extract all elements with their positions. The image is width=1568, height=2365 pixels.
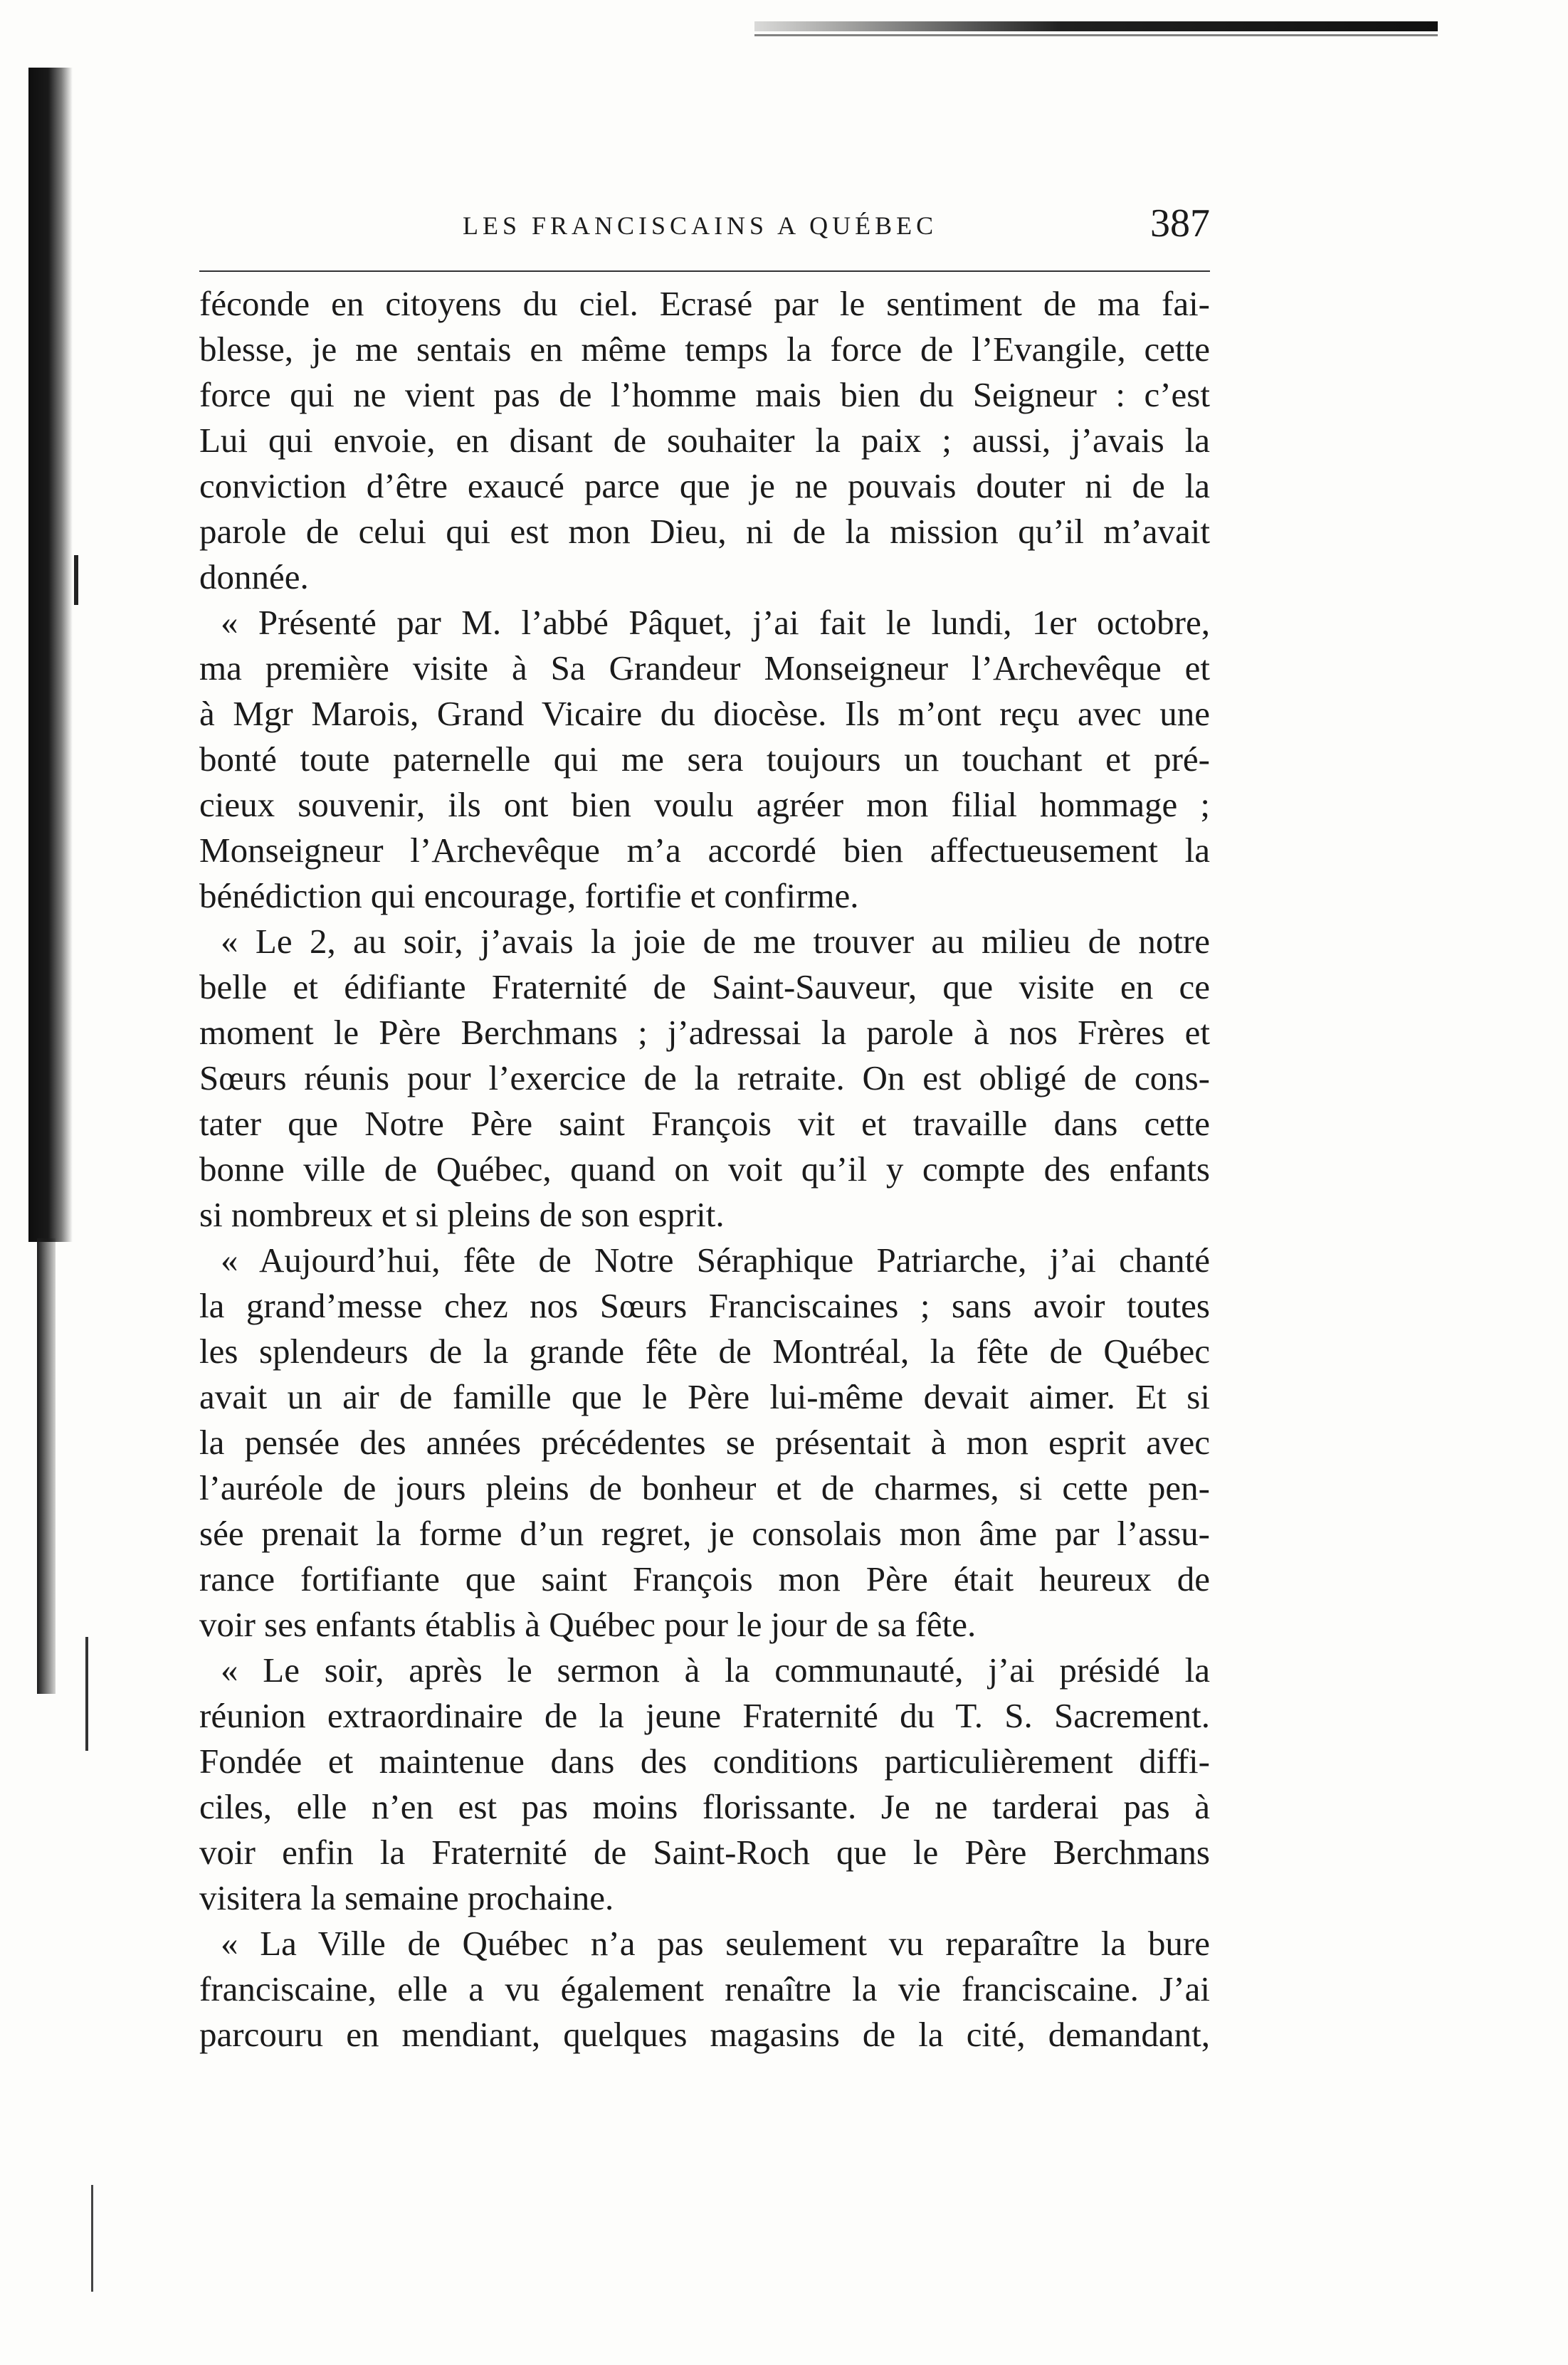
text-line: voir ses enfants établis à Québec pour le jour de sa fête. [199, 1605, 977, 1644]
scan-edge-mark [91, 2185, 93, 2292]
header-rule [199, 270, 1210, 272]
text-line: à Mgr Marois, Grand Vicaire du diocèse. Ils m’ont reçu avec une [199, 694, 1210, 733]
text-line: blesse, je me sentais en même temps la force de l’Evangile, cette [199, 330, 1210, 369]
text-line: belle et édifiante Fraternité de Saint-Sauveur, que visite en ce [199, 967, 1210, 1006]
text-line: la grand’messe chez nos Sœurs Franciscaines ; sans avoir toutes [199, 1286, 1210, 1325]
text-line: avait un air de famille que le Père lui-même devait aimer. Et si [199, 1377, 1210, 1416]
body-text [199, 281, 1210, 2058]
running-title: LES FRANCISCAINS A QUÉBEC [463, 211, 938, 240]
text-line: si nombreux et si pleins de son esprit. [199, 1195, 725, 1234]
running-head [199, 201, 1210, 246]
paragraph-start: « Aujourd’hui, fête de Notre Séraphique Patriarche, j’ai chanté [221, 1241, 1210, 1280]
text-line: parole de celui qui est mon Dieu, ni de la mission qu’il m’avait [199, 512, 1210, 551]
text-line: ma première visite à Sa Grandeur Monseigneur l’Archevêque et [199, 648, 1210, 688]
page-number: 387 [1150, 201, 1210, 246]
text-line: franciscaine, elle a vu également renaître la vie franciscaine. J’ai [199, 1969, 1210, 2008]
text-line: tater que Notre Père saint François vit et travaille dans cette [199, 1104, 1210, 1143]
text-line: conviction d’être exaucé parce que je ne pouvais douter ni de la [199, 466, 1210, 505]
text-line: parcouru en mendiant, quelques magasins de la cité, demandant, [199, 2015, 1210, 2054]
text-line: cieux souvenir, ils ont bien voulu agréer mon filial hommage ; [199, 785, 1210, 824]
paragraph-start: « Présenté par M. l’abbé Pâquet, j’ai fait le lundi, 1er octobre, [221, 603, 1210, 642]
text-line: l’auréole de jours pleins de bonheur et de charmes, si cette pen- [199, 1468, 1210, 1507]
text-line: rance fortifiante que saint François mon Père était heureux de [199, 1559, 1210, 1598]
scan-edge-mark [74, 555, 78, 605]
text-line: moment le Père Berchmans ; j’adressai la parole à nos Frères et [199, 1013, 1210, 1052]
text-line: la pensée des années précédentes se présentait à mon esprit avec [199, 1423, 1210, 1462]
text-line: réunion extraordinaire de la jeune Fraternité du T. S. Sacrement. [199, 1696, 1210, 1735]
text-line: bonne ville de Québec, quand on voit qu’il y compte des enfants [199, 1149, 1210, 1189]
scan-edge-binding-lower [37, 1238, 56, 1694]
text-line: bénédiction qui encourage, fortifie et confirme. [199, 876, 859, 915]
paragraph-start: « Le 2, au soir, j’avais la joie de me trouver au milieu de notre [221, 922, 1210, 961]
scan-edge-mark [85, 1637, 88, 1751]
text-line: Lui qui envoie, en disant de souhaiter la paix ; aussi, j’avais la [199, 421, 1210, 460]
scan-edge-binding [28, 68, 73, 1242]
text-line: Sœurs réunis pour l’exercice de la retraite. On est obligé de cons- [199, 1058, 1210, 1097]
text-line: Monseigneur l’Archevêque m’a accordé bien affectueusement la [199, 831, 1210, 870]
text-line: donnée. [199, 557, 309, 596]
text-line: Fondée et maintenue dans des conditions particulièrement diffi- [199, 1742, 1210, 1781]
text-line: ciles, elle n’en est pas moins florissante. Je ne tarderai pas à [199, 1787, 1210, 1826]
text-line: les splendeurs de la grande fête de Montréal, la fête de Québec [199, 1332, 1210, 1371]
text-line: visitera la semaine prochaine. [199, 1878, 614, 1917]
paragraph-start: « Le soir, après le sermon à la communauté, j’ai présidé la [221, 1650, 1210, 1690]
text-line: bonté toute paternelle qui me sera toujours un touchant et pré- [199, 739, 1210, 779]
text-line: force qui ne vient pas de l’homme mais bien du Seigneur : c’est [199, 375, 1210, 414]
text-line: féconde en citoyens du ciel. Ecrasé par le sentiment de ma fai- [199, 284, 1210, 323]
text-line: sée prenait la forme d’un regret, je consolais mon âme par l’assu- [199, 1514, 1210, 1553]
paragraph-start: « La Ville de Québec n’a pas seulement vu reparaître la bure [221, 1924, 1210, 1963]
text-line: voir enfin la Fraternité de Saint-Roch que le Père Berchmans [199, 1833, 1210, 1872]
scan-edge-top [754, 21, 1438, 31]
scan-edge-top-thin [754, 34, 1438, 36]
